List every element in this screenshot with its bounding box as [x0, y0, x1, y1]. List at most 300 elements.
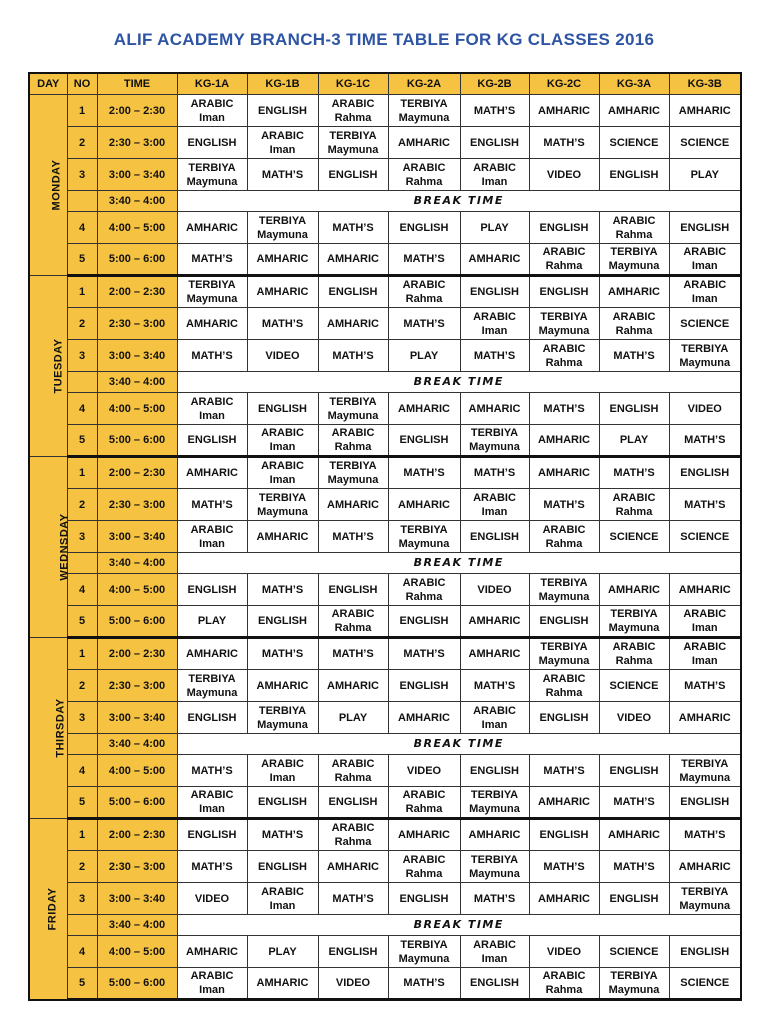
subject-cell [318, 968, 388, 1000]
subject-name: AMHARIC [468, 253, 521, 265]
subject-cell [529, 127, 599, 159]
subject-name: ENGLISH [328, 168, 378, 181]
subject-name: ENGLISH [187, 829, 237, 841]
subject-name: MATH’S [543, 764, 585, 777]
subject-name: PLAY [197, 615, 227, 627]
subject-name: ENGLISH [680, 945, 730, 958]
subject-name: MATH’S [332, 530, 374, 543]
subject-cell [318, 308, 388, 340]
subject-name: SCIENCE [609, 530, 659, 543]
subject-cell [388, 489, 460, 521]
subject-cell [669, 340, 741, 372]
subject-cell [669, 95, 741, 127]
subject-cell [529, 308, 599, 340]
subject-cell [177, 308, 247, 340]
teacher-name: Maymuna [538, 590, 590, 603]
subject-name: TERBIYA [470, 853, 519, 866]
subject-cell [460, 457, 529, 489]
subject-cell [529, 755, 599, 787]
subject-cell [529, 159, 599, 191]
period-time: 5:00 – 6:00 [97, 244, 177, 276]
subject-cell [669, 787, 741, 819]
subject-name: TERBIYA [681, 885, 729, 898]
subject-cell [177, 393, 247, 425]
subject-cell [318, 638, 388, 670]
subject-cell [460, 936, 529, 968]
subject-cell [669, 276, 741, 308]
subject-name: ENGLISH [399, 434, 449, 446]
subject-cell [247, 702, 318, 734]
teacher-name: Iman [481, 718, 508, 731]
subject-name: ENGLISH [187, 583, 237, 596]
subject-cell [177, 212, 247, 244]
subject-name: AMHARIC [468, 615, 521, 627]
subject-name: ARABIC [683, 246, 727, 258]
subject-name: ENGLISH [539, 221, 589, 234]
column-header: KG-1B [247, 73, 318, 95]
subject-cell [669, 755, 741, 787]
subject-name: AMHARIC [538, 796, 590, 808]
subject-cell [599, 851, 669, 883]
subject-cell [599, 244, 669, 276]
subject-cell [529, 244, 599, 276]
subject-cell [247, 244, 318, 276]
subject-cell [388, 457, 460, 489]
table-row [29, 787, 741, 819]
subject-name: MATH’S [613, 860, 655, 873]
table-row [29, 95, 741, 127]
subject-cell [669, 574, 741, 606]
subject-name: MATH’S [403, 317, 445, 330]
period-number: 3 [67, 521, 97, 553]
period-number: 4 [67, 212, 97, 244]
table-row [29, 457, 741, 489]
period-number [67, 915, 97, 936]
subject-name: AMHARIC [468, 402, 521, 415]
period-time: 2:30 – 3:00 [97, 670, 177, 702]
table-row [29, 936, 741, 968]
teacher-name: Maymuna [257, 505, 308, 518]
subject-cell [599, 574, 669, 606]
subject-name: ENGLISH [328, 583, 378, 596]
subject-cell [247, 212, 318, 244]
teacher-name: Maymuna [679, 356, 731, 369]
subject-cell [669, 851, 741, 883]
subject-cell [669, 308, 741, 340]
subject-cell [529, 606, 599, 638]
subject-cell [529, 819, 599, 851]
break-time-label: BREAK TIME [177, 915, 741, 936]
teacher-name: Maymuna [608, 622, 660, 634]
subject-name: ENGLISH [258, 796, 307, 808]
subject-cell [247, 393, 318, 425]
subject-name: MATH’S [332, 892, 374, 905]
day-group [29, 819, 741, 1000]
subject-cell [529, 851, 599, 883]
break-row [29, 191, 741, 212]
subject-cell [247, 276, 318, 308]
subject-name: AMHARIC [538, 467, 590, 479]
table-row [29, 606, 741, 638]
subject-cell [669, 819, 741, 851]
subject-cell [247, 819, 318, 851]
period-number: 2 [67, 670, 97, 702]
subject-cell [247, 489, 318, 521]
teacher-name: Rahma [405, 590, 443, 603]
subject-name: AMHARIC [608, 829, 660, 841]
column-header: TIME [97, 73, 177, 95]
subject-name: ENGLISH [399, 892, 449, 905]
subject-name: MATH’S [473, 104, 516, 117]
subject-name: AMHARIC [327, 498, 379, 511]
teacher-name: Maymuna [327, 474, 379, 486]
teacher-name: Iman [481, 505, 508, 518]
teacher-name: Iman [691, 655, 718, 667]
subject-name: MATH’S [332, 648, 374, 660]
subject-cell [529, 212, 599, 244]
subject-cell [529, 95, 599, 127]
teacher-name: Iman [269, 143, 296, 156]
day-label [29, 457, 71, 638]
subject-name: AMHARIC [186, 317, 238, 330]
teacher-name: Iman [691, 622, 718, 634]
subject-cell [460, 968, 529, 1000]
subject-name: AMHARIC [538, 892, 590, 905]
subject-cell [388, 276, 460, 308]
period-time: 3:40 – 4:00 [97, 553, 177, 574]
subject-cell [529, 425, 599, 457]
subject-name: TERBIYA [540, 576, 588, 589]
teacher-name: Iman [269, 441, 296, 453]
period-time: 2:00 – 2:30 [97, 276, 177, 308]
table-row [29, 159, 741, 191]
teacher-name: Maymuna [398, 111, 450, 124]
subject-name: ENGLISH [258, 402, 307, 415]
teacher-name: Iman [269, 771, 296, 784]
subject-cell [247, 308, 318, 340]
subject-name: ARABIC [190, 97, 234, 110]
teacher-name: Maymuna [257, 228, 308, 241]
table-row [29, 819, 741, 851]
subject-cell [177, 755, 247, 787]
period-number: 3 [67, 702, 97, 734]
subject-cell [460, 276, 529, 308]
teacher-name: Rahma [545, 537, 583, 550]
subject-cell [460, 340, 529, 372]
subject-name: TERBIYA [400, 97, 448, 110]
subject-cell [388, 638, 460, 670]
period-time: 4:00 – 5:00 [97, 936, 177, 968]
subject-cell [460, 308, 529, 340]
subject-cell [177, 702, 247, 734]
teacher-name: Maymuna [679, 899, 731, 912]
subject-cell [599, 489, 669, 521]
subject-name: ENGLISH [680, 221, 730, 234]
subject-name: ARABIC [190, 970, 234, 982]
subject-name: MATH’S [684, 434, 726, 446]
subject-cell [318, 340, 388, 372]
table-row [29, 574, 741, 606]
teacher-name: Maymuna [186, 293, 238, 305]
subject-cell [247, 968, 318, 1000]
subject-cell [529, 276, 599, 308]
subject-name: TERBIYA [540, 641, 588, 653]
subject-cell [599, 457, 669, 489]
subject-name: MATH’S [191, 253, 233, 265]
subject-name: MATH’S [473, 892, 516, 905]
period-time: 2:00 – 2:30 [97, 638, 177, 670]
subject-cell [388, 212, 460, 244]
subject-cell [388, 159, 460, 191]
subject-name: AMHARIC [256, 286, 309, 298]
column-header: KG-3A [599, 73, 669, 95]
subject-name: ARABIC [542, 672, 586, 685]
subject-cell [460, 521, 529, 553]
subject-name: AMHARIC [327, 317, 379, 330]
column-header: KG-1C [318, 73, 388, 95]
subject-cell [669, 606, 741, 638]
subject-cell [599, 968, 669, 1000]
day-name: MONDAY [50, 159, 63, 211]
subject-cell [247, 457, 318, 489]
subject-name: ARABIC [261, 757, 304, 770]
teacher-name: Rahma [334, 111, 372, 124]
teacher-name: Maymuna [608, 260, 660, 272]
period-time: 2:30 – 3:00 [97, 851, 177, 883]
subject-cell [599, 425, 669, 457]
subject-name: TERBIYA [329, 129, 377, 142]
period-time: 2:00 – 2:30 [97, 457, 177, 489]
subject-name: AMHARIC [678, 711, 731, 724]
teacher-name: Iman [199, 409, 225, 422]
subject-cell [247, 95, 318, 127]
subject-cell [247, 787, 318, 819]
subject-name: ARABIC [473, 704, 516, 717]
subject-cell [599, 755, 669, 787]
subject-cell [599, 159, 669, 191]
period-number: 1 [67, 276, 97, 308]
subject-name: ARABIC [402, 279, 446, 291]
subject-cell [318, 276, 388, 308]
teacher-name: Maymuna [327, 143, 379, 156]
subject-name: TERBIYA [329, 395, 377, 408]
subject-cell [388, 95, 460, 127]
subject-name: ENGLISH [399, 679, 449, 692]
subject-cell [318, 936, 388, 968]
subject-name: MATH’S [332, 349, 374, 362]
subject-name: AMHARIC [256, 679, 309, 692]
subject-name: AMHARIC [256, 530, 309, 543]
subject-name: AMHARIC [327, 860, 379, 873]
subject-name: AMHARIC [186, 467, 238, 479]
subject-name: AMHARIC [186, 221, 238, 234]
subject-name: AMHARIC [398, 402, 450, 415]
column-header: KG-2B [460, 73, 529, 95]
subject-cell [669, 936, 741, 968]
period-time: 5:00 – 6:00 [97, 425, 177, 457]
period-number: 1 [67, 95, 97, 127]
subject-cell [177, 340, 247, 372]
teacher-name: Iman [199, 111, 225, 124]
period-time: 5:00 – 6:00 [97, 968, 177, 1000]
subject-name: MATH’S [403, 977, 445, 989]
subject-cell [599, 883, 669, 915]
day-label [29, 638, 67, 819]
subject-cell [177, 606, 247, 638]
teacher-name: Maymuna [469, 867, 520, 880]
subject-name: AMHARIC [608, 104, 660, 117]
subject-cell [388, 393, 460, 425]
subject-name: MATH’S [261, 829, 304, 841]
column-header: KG-1A [177, 73, 247, 95]
table-row [29, 521, 741, 553]
period-time: 4:00 – 5:00 [97, 212, 177, 244]
subject-cell [460, 159, 529, 191]
subject-name: ARABIC [473, 310, 516, 323]
period-number: 3 [67, 159, 97, 191]
subject-name: ARABIC [612, 641, 656, 653]
subject-name: TERBIYA [258, 491, 307, 504]
period-time: 3:00 – 3:40 [97, 521, 177, 553]
subject-name: SCIENCE [680, 317, 730, 330]
table-header [29, 73, 741, 95]
subject-cell [247, 606, 318, 638]
subject-name: SCIENCE [680, 530, 730, 543]
period-number: 2 [67, 308, 97, 340]
subject-cell [669, 489, 741, 521]
subject-cell [177, 127, 247, 159]
subject-cell [529, 670, 599, 702]
subject-name: VIDEO [477, 583, 512, 596]
teacher-name: Rahma [615, 655, 653, 667]
teacher-name: Maymuna [398, 537, 450, 550]
table-row [29, 393, 741, 425]
page-title: ALIF ACADEMY BRANCH-3 TIME TABLE FOR KG CLASSES 2016 [113, 30, 655, 49]
subject-name: MATH’S [191, 764, 233, 777]
subject-cell [529, 574, 599, 606]
subject-name: TERBIYA [610, 608, 658, 620]
subject-cell [318, 457, 388, 489]
subject-cell [599, 638, 669, 670]
subject-cell [177, 159, 247, 191]
subject-name: ARABIC [190, 395, 234, 408]
subject-cell [599, 936, 669, 968]
period-number: 4 [67, 755, 97, 787]
subject-name: VIDEO [687, 402, 722, 415]
subject-name: ENGLISH [187, 136, 237, 149]
subject-cell [460, 851, 529, 883]
subject-cell [460, 425, 529, 457]
period-time: 3:00 – 3:40 [97, 883, 177, 915]
subject-name: PLAY [480, 221, 509, 234]
table-row [29, 968, 741, 1000]
subject-cell [247, 521, 318, 553]
subject-name: TERBIYA [188, 161, 236, 174]
subject-name: AMHARIC [256, 977, 309, 989]
subject-name: ENGLISH [680, 467, 730, 479]
subject-cell [388, 755, 460, 787]
subject-cell [599, 819, 669, 851]
day-name: THIRSDAY [54, 698, 67, 758]
subject-name: TERBIYA [681, 342, 729, 355]
period-time: 5:00 – 6:00 [97, 606, 177, 638]
column-header: NO [67, 73, 97, 95]
subject-name: VIDEO [194, 892, 230, 905]
teacher-name: Maymuna [679, 771, 731, 784]
table-row [29, 425, 741, 457]
subject-cell [460, 670, 529, 702]
subject-name: MATH’S [613, 467, 655, 479]
subject-name: MATH’S [403, 253, 445, 265]
period-time: 3:00 – 3:40 [97, 340, 177, 372]
subject-cell [388, 702, 460, 734]
period-number: 5 [67, 787, 97, 819]
subject-name: VIDEO [265, 349, 300, 362]
subject-cell [388, 851, 460, 883]
subject-name: PLAY [338, 711, 368, 724]
subject-name: AMHARIC [327, 679, 379, 692]
subject-cell [247, 159, 318, 191]
subject-name: VIDEO [335, 977, 371, 989]
teacher-name: Iman [481, 324, 508, 337]
subject-cell [388, 968, 460, 1000]
subject-name: PLAY [619, 434, 649, 446]
teacher-name: Rahma [615, 324, 653, 337]
subject-cell [388, 127, 460, 159]
subject-name: AMHARIC [678, 104, 731, 117]
subject-name: TERBIYA [610, 970, 658, 982]
subject-name: ARABIC [542, 970, 586, 982]
subject-cell [177, 574, 247, 606]
teacher-name: Iman [269, 899, 296, 912]
period-number: 5 [67, 425, 97, 457]
subject-cell [247, 340, 318, 372]
period-time: 3:40 – 4:00 [97, 372, 177, 393]
period-number [67, 191, 97, 212]
table-row [29, 755, 741, 787]
table-row [29, 244, 741, 276]
subject-cell [388, 883, 460, 915]
subject-cell [318, 489, 388, 521]
table-row [29, 127, 741, 159]
teacher-name: Rahma [615, 228, 653, 241]
subject-name: TERBIYA [400, 523, 448, 536]
subject-cell [177, 936, 247, 968]
column-header: KG-2A [388, 73, 460, 95]
table-row [29, 489, 741, 521]
column-header: KG-3B [669, 73, 741, 95]
subject-cell [177, 670, 247, 702]
subject-cell [529, 702, 599, 734]
break-row [29, 915, 741, 936]
break-time-label: BREAK TIME [177, 734, 741, 755]
subject-name: ARABIC [261, 460, 304, 472]
subject-cell [247, 425, 318, 457]
subject-cell [177, 851, 247, 883]
subject-name: ARABIC [473, 161, 516, 174]
subject-cell [318, 244, 388, 276]
subject-name: MATH’S [543, 136, 585, 149]
table-row [29, 702, 741, 734]
subject-name: ARABIC [542, 246, 586, 258]
subject-name: AMHARIC [398, 498, 450, 511]
subject-name: ARABIC [402, 789, 446, 801]
subject-cell [529, 489, 599, 521]
subject-cell [599, 127, 669, 159]
subject-cell [529, 521, 599, 553]
subject-cell [388, 670, 460, 702]
subject-cell [318, 212, 388, 244]
